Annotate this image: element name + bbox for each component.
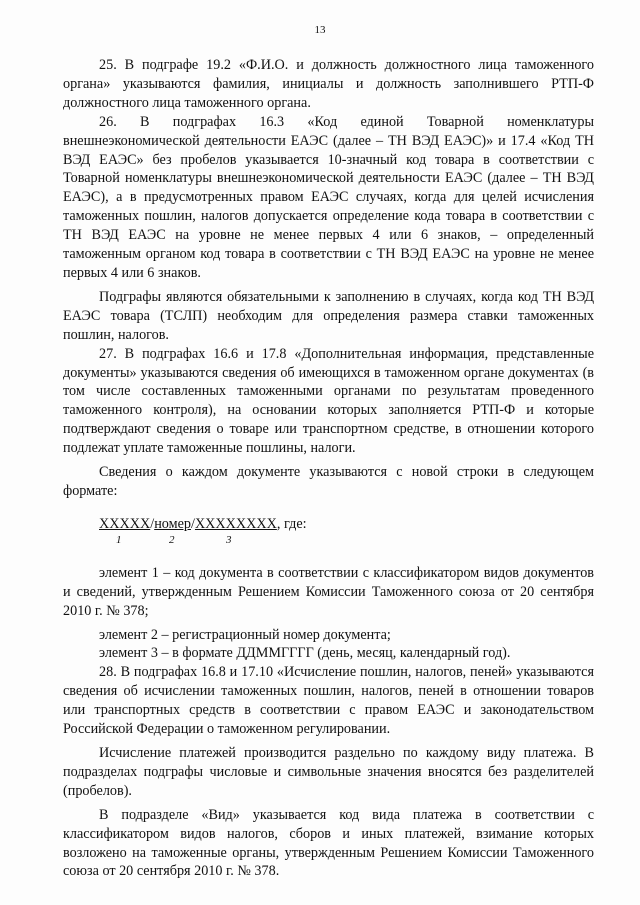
format-element-2: номер bbox=[154, 515, 191, 532]
document-format-template bbox=[99, 515, 594, 555]
format-number-1: 1 bbox=[116, 533, 122, 546]
format-tail: , где: bbox=[276, 515, 307, 532]
format-separator-1: / bbox=[150, 515, 155, 532]
paragraph-28: 28. В подграфах 16.8 и 17.10 «Исчисление пошлин, налогов, пеней» указываются сведения об исчислении таможенных пошлин, налогов, пеней в отношении товаров или транспортных средств в соответствии с правом ЕАЭС и законодательством Российской Федерации о таможенном регулировании. bbox=[63, 664, 594, 738]
element-1-description: элемент 1 – код документа в соответствии с классификатором видов документов и сведений, утвержденным Решением Комиссии Таможенного союза от 20 сентября 2010 г. № 378; bbox=[63, 564, 594, 619]
format-number-3: 3 bbox=[226, 533, 232, 546]
paragraph-27-format-intro: Сведения о каждом документе указываются с новой строки в следующем формате: bbox=[63, 464, 594, 499]
format-separator-2: / bbox=[190, 515, 195, 532]
format-element-3: ХХХХХХХХ bbox=[194, 515, 277, 532]
paragraph-27: 27. В подграфах 16.6 и 17.8 «Дополнительная информация, представленные документы» указываются сведения об имеющихся в таможенном органе документах (в том числе составленных таможенными органами по результатам проведенного таможенного контроля), на основании которых заполняется РТП-Ф и которые подтверждают сведения о товаре или транспортном средстве, в отношении которого подлежат уплате таможенные пошлины, налоги. bbox=[63, 345, 594, 457]
paragraph-26-note: Подграфы являются обязательными к заполнению в случаях, когда код ТН ВЭД ЕАЭС товара (ТСЛП) необходим для определения размера ставки таможенных пошлин, налогов. bbox=[63, 288, 594, 343]
element-3-description: элемент 3 – в формате ДДММГГГГ (день, месяц, календарный год). bbox=[99, 645, 511, 662]
format-number-2: 2 bbox=[169, 533, 175, 546]
paragraph-28-payment-type: В подразделе «Вид» указывается код вида платежа в соответствии с классификатором видов налогов, сборов и иных платежей, взимание которых возложено на таможенные органы, утвержденным Решением Комиссии Таможенного союза от 20 сентября 2010 г. № 378. bbox=[63, 806, 594, 880]
paragraph-26: 26. В подграфах 16.3 «Код единой Товарной номенклатуры внешнеэкономической деятельности ЕАЭС (далее – ТН ВЭД ЕАЭС)» и 17.4 «Код ТН ВЭД ЕАЭС» без пробелов указывается 10-значный код товара в соответствии с Товарной номенклатуры внешнеэкономической деятельности ЕАЭС (далее – ТН ВЭД ЕАЭС), а в предусмотренных правом ЕАЭС случаях, когда для целей исчисления таможенных пошлин, налогов допускается определение кода товара в соответствии с ТН ВЭД ЕАЭС на уровне не менее первых 4 или 6 знаков, – определенный таможенным органом код товара в соответствии с ТН ВЭД ЕАЭС на уровне не менее первых 4 или 6 знаков. bbox=[63, 113, 594, 281]
paragraph-25: 25. В подграфе 19.2 «Ф.И.О. и должность должностного лица таможенного органа» указываются фамилия, инициалы и должность заполнившего РТП-Ф должностного лица таможенного органа. bbox=[63, 57, 594, 111]
paragraph-28-payments: Исчисление платежей производится раздельно по каждому виду платежа. В подразделах подграфы числовые и символьные значения вносятся без разделителей (пробелов). bbox=[63, 745, 594, 799]
format-element-1: ХХХХХ bbox=[99, 515, 151, 532]
document-body bbox=[63, 56, 594, 881]
page-number: 13 bbox=[314, 24, 326, 36]
element-2-description: элемент 2 – регистрационный номер документа; bbox=[99, 626, 391, 643]
